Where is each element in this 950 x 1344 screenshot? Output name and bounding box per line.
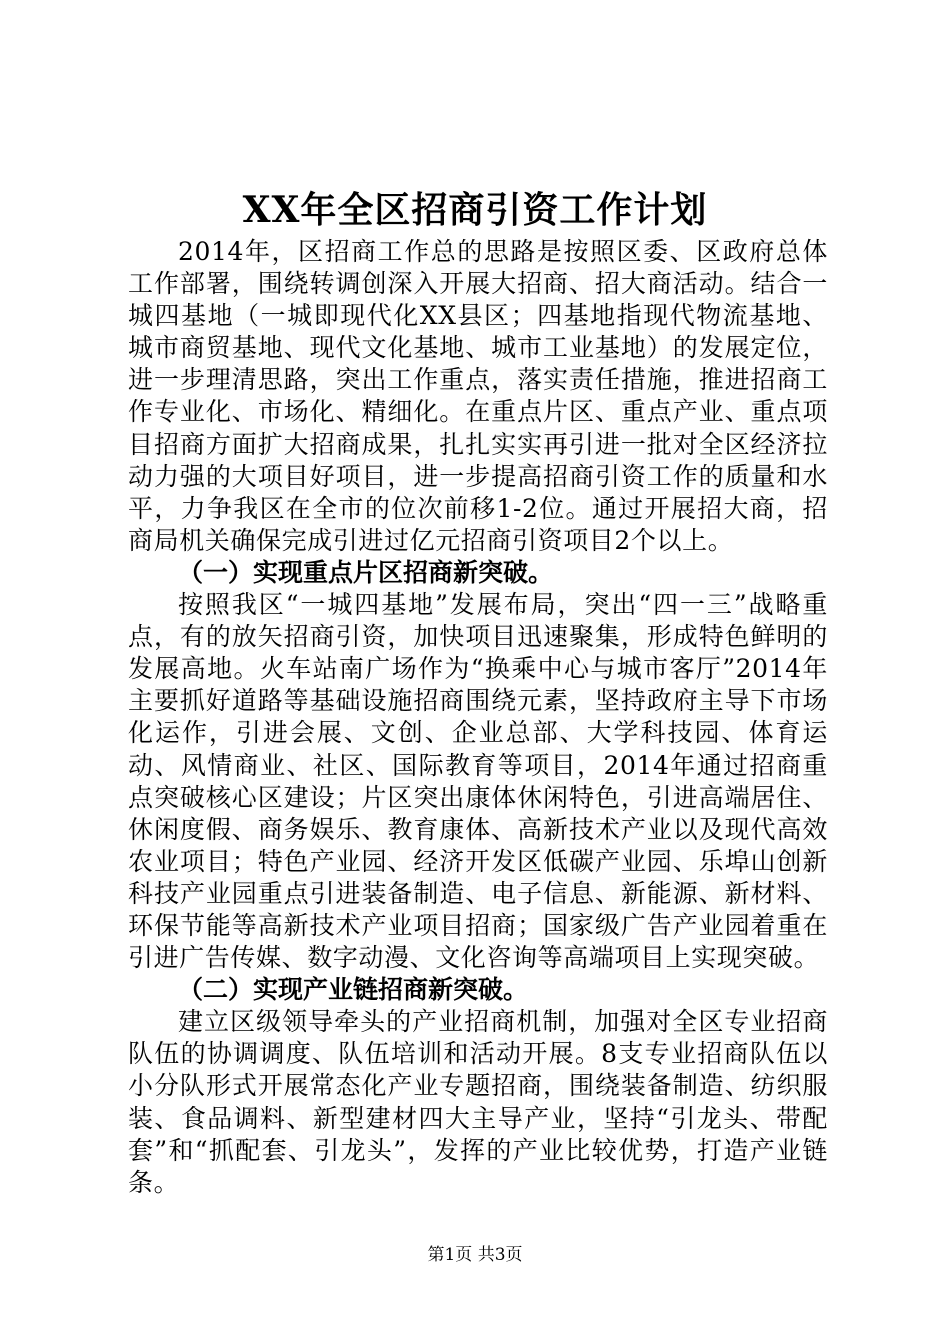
section-heading-2: （二）实现产业链招商新突破。 <box>178 975 529 1005</box>
section-paragraph-2: 建立区级领导牵头的产业招商机制，加强对全区专业招商队伍的协调调度、队伍培训和活动开展。8支专业招商队伍以小分队形式开展常态化产业专题招商，围绕装备制造、纺织服装、食品调料、新型建材四大主导产业，坚持“引龙头、带配套”和“抓配套、引龙头”，发挥的产业比较优势，打造产业链条。 <box>128 1007 828 1197</box>
section-paragraph-1: 按照我区“一城四基地”发展布局，突出“四一三”战略重点，有的放矢招商引资，加快项目迅速聚集，形成特色鲜明的发展高地。火车站南广场作为“换乘中心与城市客厅”2014年主要抓好道路等基础设施招商围绕元素，坚持政府主导下市场化运作，引进会展、文创、企业总部、大学科技园、体育运动、风情商业、社区、国际教育等项目，2014年通过招商重点突破核心区建设；片区突出康体休闲特色，引进高端居住、休闲度假、商务娱乐、教育康体、高新技术产业以及现代高效农业项目；特色产业园、经济开发区低碳产业园、乐埠山创新科技产业园重点引进装备制造、电子信息、新能源、新材料、环保节能等高新技术产业项目招商；国家级广告产业园着重在引进广告传媒、数字动漫、文化咨询等高端项目上实现突破。 <box>128 590 828 973</box>
intro-paragraph: 2014年，区招商工作总的思路是按照区委、区政府总体工作部署，围绕转调创深入开展大招商、招大商活动。结合一城四基地（一城即现代化XX县区；四基地指现代物流基地、城市商贸基地、现代文化基地、城市工业基地）的发展定位，进一步理清思路，突出工作重点，落实责任措施，推进招商工作专业化、市场化、精细化。在重点片区、重点产业、重点项目招商方面扩大招商成果，扎扎实实再引进一批对全区经济拉动力强的大项目好项目，进一步提高招商引资工作的质量和水平，力争我区在全市的位次前移1-2位。通过开展招大商，招商局机关确保完成引进过亿元招商引资项目2个以上。 <box>128 237 828 555</box>
section-heading-1: （一）实现重点片区招商新突破。 <box>178 557 554 587</box>
document-title: XX年全区招商引资工作计划 <box>242 189 708 231</box>
document-body <box>128 236 828 1199</box>
page-number-footer: 第1页 共3页 <box>427 1245 523 1265</box>
